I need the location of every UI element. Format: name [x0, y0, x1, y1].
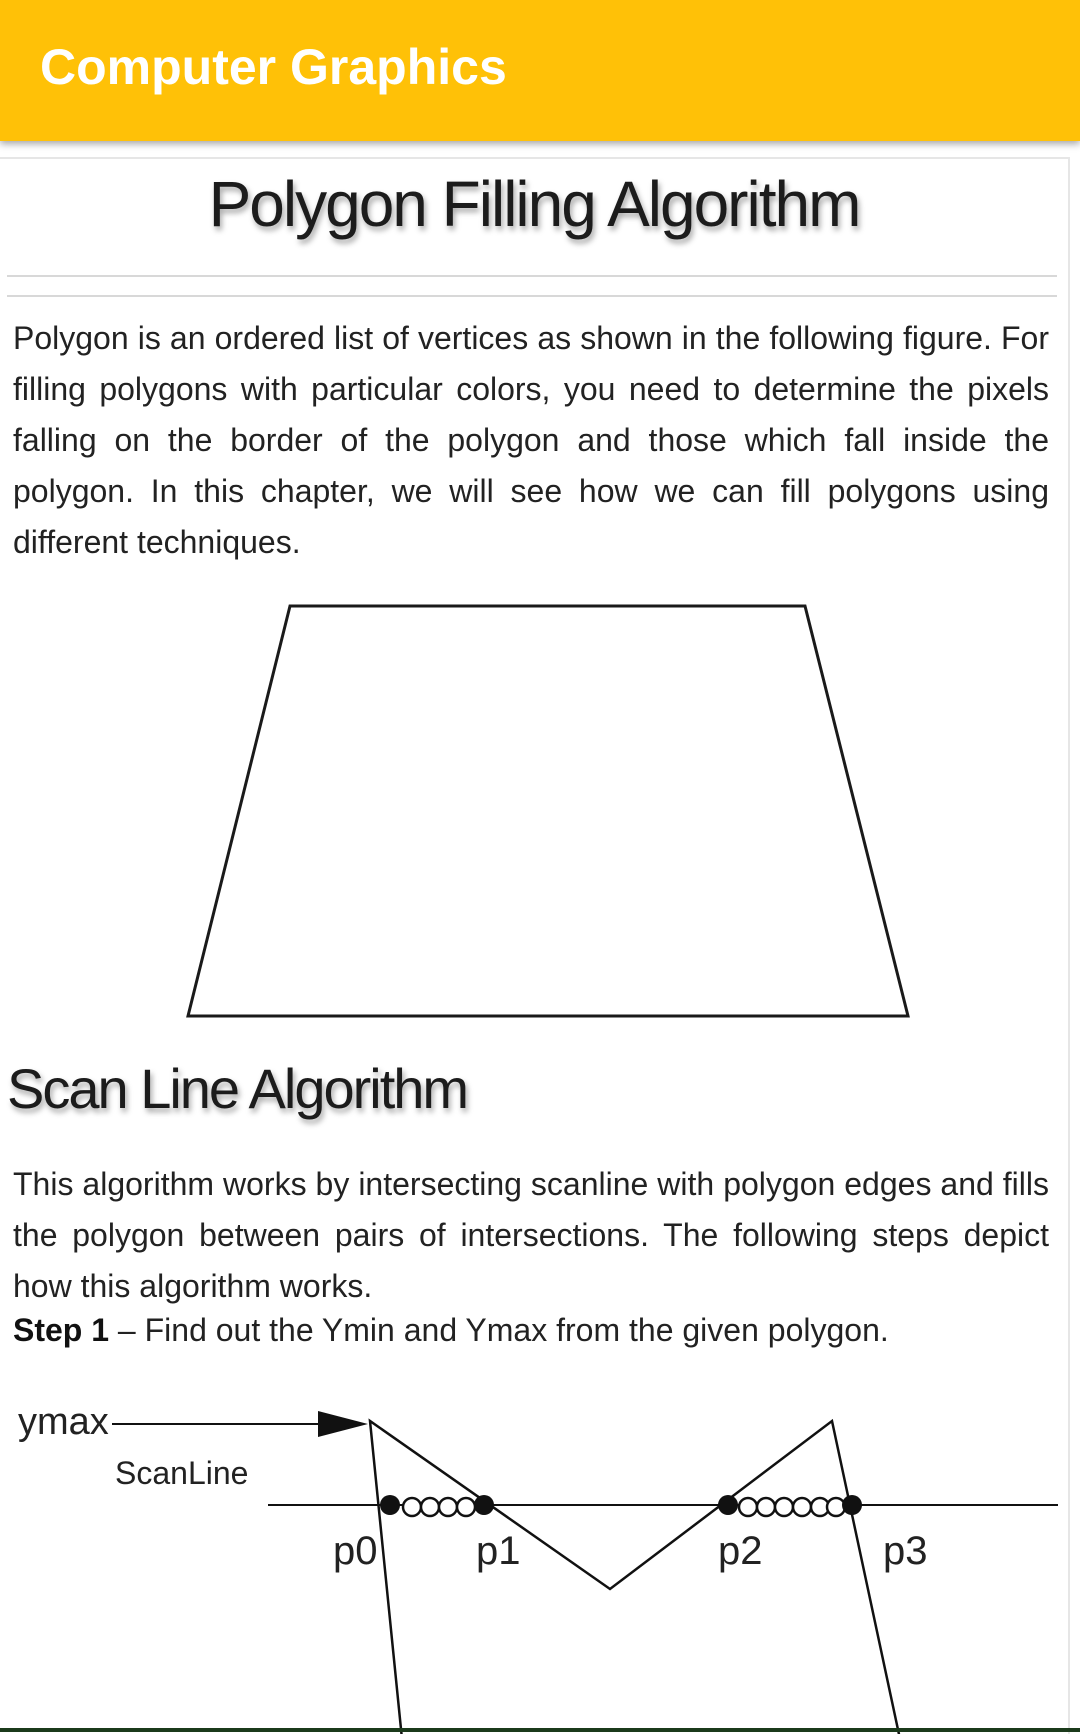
step-1-text: – Find out the Ymin and Ymax from the given polygon. [109, 1312, 889, 1348]
scan-line-description: This algorithm works by intersecting scanline with polygon edges and fills the polygon between pairs of intersections. The following steps depict how this algorithm works. [13, 1166, 1049, 1304]
app-title: Computer Graphics [40, 39, 507, 95]
intersection-p2 [718, 1495, 738, 1515]
polygon-figure [185, 606, 915, 1026]
ymax-label: ymax [18, 1401, 109, 1443]
ymax-arrowhead [318, 1411, 368, 1437]
scanline-label: ScanLine [115, 1455, 249, 1491]
section-title-scan-line: Scan Line Algorithm [7, 1057, 468, 1120]
label-p0: p0 [333, 1529, 378, 1573]
intersection-p3 [842, 1495, 862, 1515]
label-p2: p2 [718, 1529, 763, 1573]
intersection-p0 [380, 1495, 400, 1515]
article-content[interactable] [0, 157, 1070, 1734]
step-1-label: Step 1 [13, 1312, 110, 1348]
app-bar [0, 0, 1080, 141]
title-divider-bottom [7, 295, 1057, 297]
bottom-edge [0, 1728, 1080, 1732]
polygon-edges [370, 1421, 900, 1734]
intro-paragraph: Polygon is an ordered list of vertices as shown in the following figure. For filling polygons with particular colors, you need to determine the pixels falling on the border of the polygon and those which fall inside the polygon. In this chapter, we will see how we can fill polygons using different techniques. [13, 320, 1049, 560]
label-p3: p3 [883, 1529, 928, 1573]
scanline-figure [0, 1399, 1068, 1734]
intersection-p1 [474, 1495, 494, 1515]
step-1 [13, 1305, 889, 1355]
page-title: Polygon Filling Algorithm [208, 168, 860, 240]
trapezoid-polygon [188, 606, 908, 1016]
label-p1: p1 [476, 1529, 521, 1573]
title-divider-top [7, 275, 1057, 277]
